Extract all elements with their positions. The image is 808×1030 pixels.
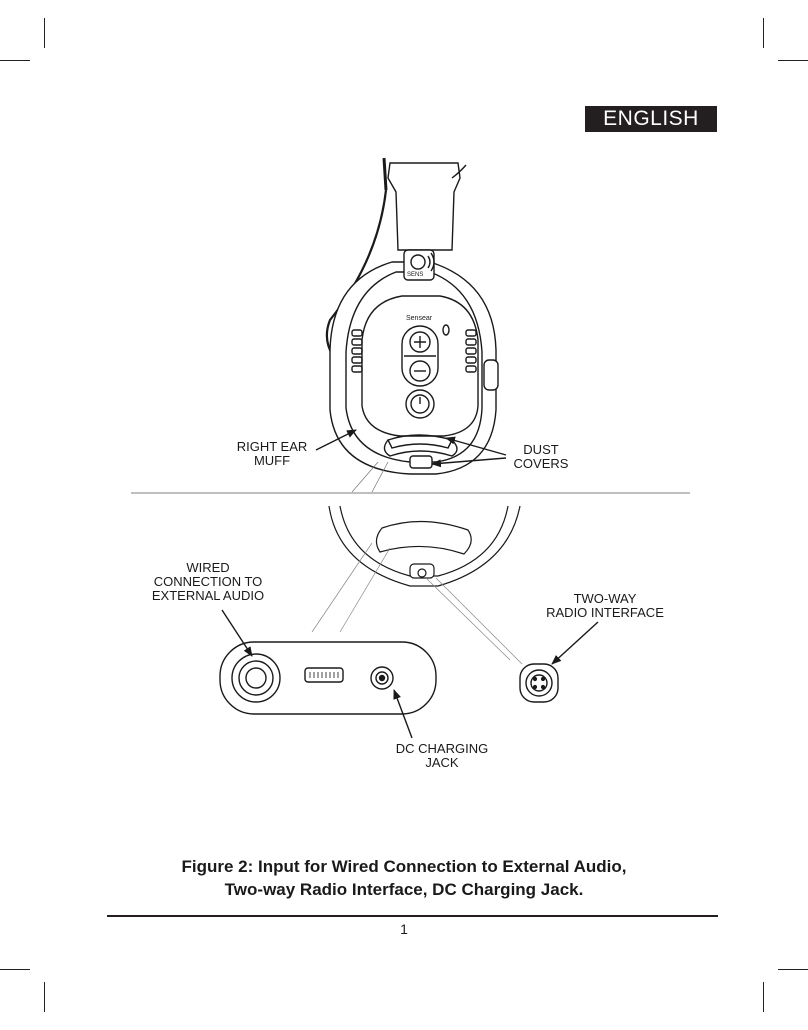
crop-mark <box>44 982 45 1012</box>
brand-text: Sensear <box>406 315 433 322</box>
page-number: 1 <box>400 921 408 937</box>
label-dust-covers: DUST COVERS <box>513 442 569 471</box>
crop-mark <box>778 969 808 970</box>
label-dc-charging: DC CHARGING JACK <box>395 741 489 770</box>
label-two-way-radio: TWO-WAY RADIO INTERFACE <box>546 591 664 620</box>
crop-mark <box>0 969 30 970</box>
caption-line-1: Figure 2: Input for Wired Connection to External Audio, <box>181 857 627 876</box>
label-wired-connection: WIRED CONNECTION TO EXTERNAL AUDIO <box>151 560 265 603</box>
figure-caption <box>0 855 808 901</box>
port-panel <box>220 642 436 714</box>
crop-mark <box>763 982 764 1012</box>
badge-text: SENS <box>407 272 424 278</box>
language-tab: ENGLISH <box>585 106 717 132</box>
label-right-ear-muff: RIGHT EAR MUFF <box>236 439 308 468</box>
headband <box>388 163 460 250</box>
caption-line-2: Two-way Radio Interface, DC Charging Jack. <box>224 880 584 899</box>
footer-rule <box>107 915 718 917</box>
